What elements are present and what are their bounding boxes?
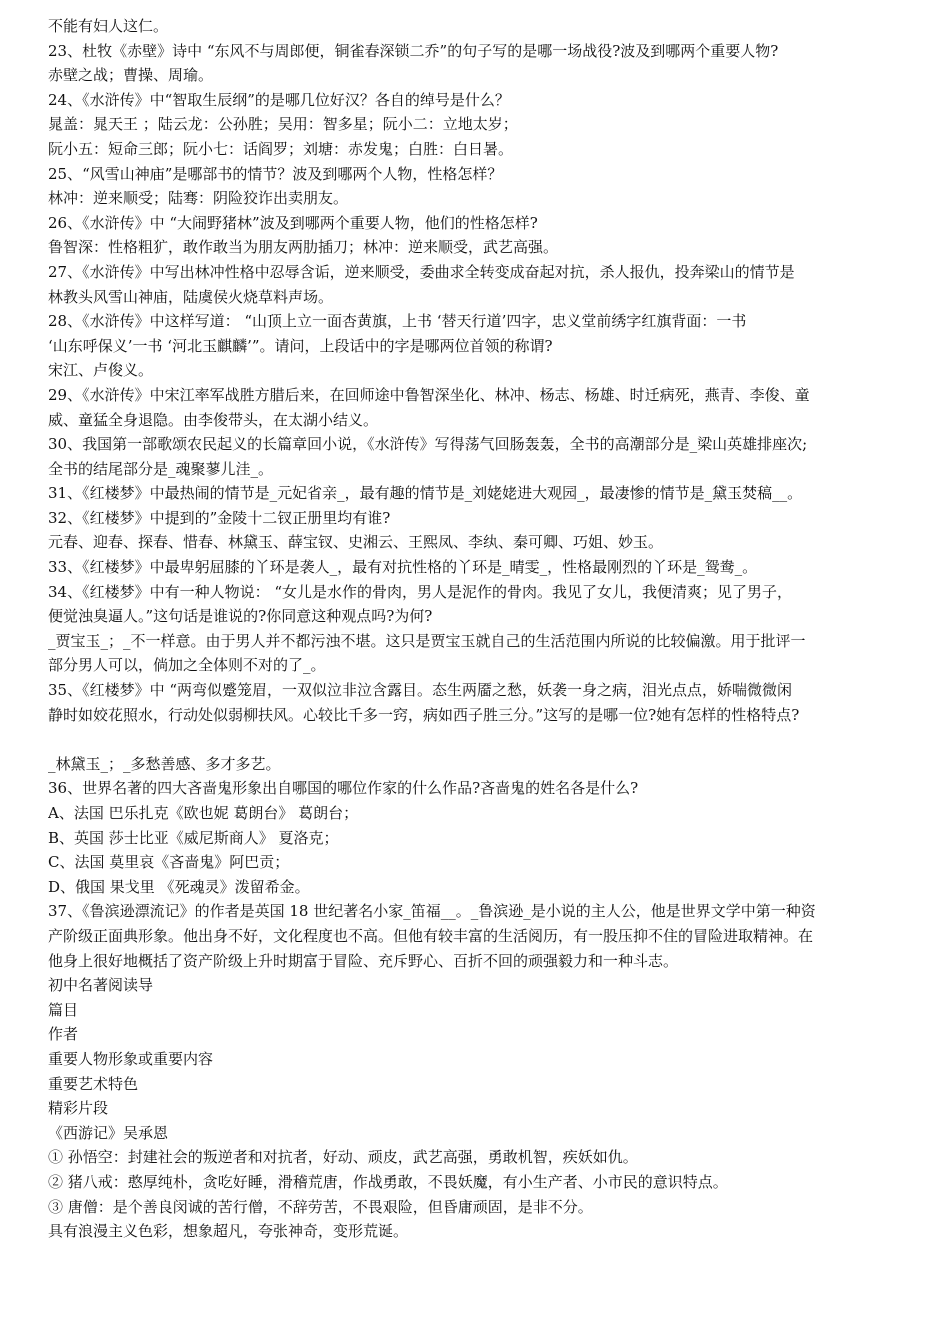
text-line: 35、《红楼梦》中 “两弯似蹙笼眉，一双似泣非泣含露目。态生两靥之愁，妖袭一身之病，泪光点点，娇喘微微闲: [48, 681, 793, 700]
text-line: 产阶级正面典形象。他出身不好，文化程度也不高。但他有较丰富的生活阅历，有一股压抑不住的冒险进取精神。在: [48, 926, 814, 945]
text-line: 林教头风雪山神庙，陆虞侯火烧草料声场。: [48, 287, 334, 306]
text-line: 他身上很好地概括了资产阶级上升时期富于冒险、充斥野心、百折不回的顽强毅力和一种斗志。: [48, 951, 679, 970]
text-line: 30、我国第一部歌颂农民起义的长篇章回小说，《水浒传》写得荡气回肠轰轰，全书的高潮部分是_梁山英雄排座次;: [48, 435, 808, 454]
text-line: B、英国 莎士比亚《威尼斯商人》 夏洛克；: [48, 828, 339, 847]
text-line: 重要人物形象或重要内容: [48, 1049, 214, 1068]
text-line: D、俄国 果戈里 《死魂灵》泼留希金。: [48, 877, 310, 896]
text-line: 28、《水浒传》中这样写道： “山顶上立一面杏黄旗，上书 ‘替天行道’四字，忠义堂前绣字红旗背面：一书: [48, 312, 747, 331]
text-line: ② 猪八戒：憨厚纯朴，贪吃好睡，滑稽荒唐，作战勇敢，不畏妖魔，有小生产者、小市民的意识特点。: [48, 1172, 728, 1191]
text-line: 篇目: [48, 1000, 79, 1019]
text-line: 元春、迎春、探春、惜春、林黛玉、薛宝钗、史湘云、王熙凤、李纨、秦可卿、巧姐、妙玉。: [48, 533, 664, 552]
text-line: 37、《鲁滨逊漂流记》的作者是英国 18 世纪著名小家_笛福__。_鲁滨逊_是小说的主人公，他是世界文学中第一种资: [48, 902, 816, 921]
text-line: 晁盖：晁天王 ；陆云龙：公孙胜；吴用：智多星；阮小二：立地太岁；: [48, 115, 518, 134]
text-line: 《西游记》吴承恩: [48, 1123, 169, 1142]
text-line: ‘山东呼保义’一书 ‘河北玉麒麟’”。请问，上段话中的字是哪两位首领的称谓?: [48, 336, 553, 355]
text-line: 威、童猛全身退隐。由李俊带头，在太湖小结义。: [48, 410, 379, 429]
text-line: 32、《红楼梦》中提到的”金陵十二钗正册里均有谁?: [48, 508, 391, 527]
text-line: 29、《水浒传》中宋江率军战胜方腊后来，在回师途中鲁智深坐化、林冲、杨志、杨雄、时迁病死，燕青、李俊、童: [48, 385, 810, 404]
text-line: _林黛玉_；_多愁善感、多才多艺。: [48, 754, 281, 773]
text-line: 作者: [48, 1025, 79, 1044]
text-line: 24、《水浒传》中“智取生辰纲”的是哪几位好汉？各自的绰号是什么？: [48, 90, 510, 109]
text-line: 31、《红楼梦》中最热闹的情节是_元妃省亲_，最有趣的情节是_刘姥姥进大观园_，最凄惨的情节是_黛玉焚稿__。: [48, 484, 803, 503]
text-line: 精彩片段: [48, 1099, 109, 1118]
text-line: 便觉浊臭逼人。”这句话是谁说的?你同意这种观点吗?为何?: [48, 607, 433, 626]
text-line: 重要艺术特色: [48, 1074, 139, 1093]
text-line: 27、《水浒传》中写出林冲性格中忍辱含诟，逆来顺受，委曲求全转变成奋起对抗，杀人报仇，投奔梁山的情节是: [48, 262, 795, 281]
document-page: [48, 14, 916, 1244]
text-line: 初中名著阅读导: [48, 976, 154, 995]
text-line: 部分男人可以，倘加之全体则不对的了_。: [48, 656, 326, 675]
text-line: 23、杜牧《赤壁》诗中 “东风不与周郎便，铜雀春深锁二乔”的句子写的是哪一场战役?波及到哪两个重要人物?: [48, 41, 779, 60]
text-line: 阮小五：短命三郎；阮小七：话阎罗；刘塘：赤发鬼；白胜：白日暑。: [48, 139, 514, 158]
text-line: ③ 唐僧：是个善良闵诚的苦行僧，不辞劳苦，不畏艰险，但昏庸顽固，是非不分。: [48, 1197, 593, 1216]
text-line: 具有浪漫主义色彩，想象超凡，夸张神奇，变形荒诞。: [48, 1222, 409, 1241]
text-line: C、法国 莫里哀《吝啬鬼》阿巴贡；: [48, 853, 290, 872]
text-line: 26、《水浒传》中 “大闹野猪林”波及到哪两个重要人物，他们的性格怎样?: [48, 213, 538, 232]
text-line: 赤壁之战；曹操、周瑜。: [48, 66, 214, 85]
text-line: 33、《红楼梦》中最卑躬屈膝的丫环是袭人_，最有对抗性格的丫环是_晴雯_，性格最刚烈的丫环是_鸳鸯_。: [48, 558, 758, 577]
text-line: 36、世界名著的四大吝啬鬼形象出自哪国的哪位作家的什么作品?吝啬鬼的姓名各是什么?: [48, 779, 639, 798]
text-line: _贾宝玉_；_不一样意。由于男人并不都污浊不堪。这只是贾宝玉就自己的生活范围内所说的比较偏激。用于批评一: [48, 631, 806, 650]
text-line: 25、“风雪山神庙”是哪部书的情节？波及到哪两个人物，性格怎样？: [48, 164, 503, 183]
text-line: 静时如姣花照水，行动处似弱柳扶风。心较比千多一窍，病如西子胜三分。”这写的是哪一位?她有怎样的性格特点?: [48, 705, 800, 724]
text-line: 宋江、卢俊义。: [48, 361, 154, 380]
text-line: 鲁智深：性格粗犷，敢作敢当为朋友两肋插刀；林冲：逆来顺受，武艺高强。: [48, 238, 559, 257]
text-line: 34、《红楼梦》中有一种人物说： “女儿是水作的骨肉，男人是泥作的骨肉。我见了女儿，我便清爽；见了男子，: [48, 582, 793, 601]
text-line: 全书的结尾部分是_魂聚蓼儿洼_。: [48, 459, 274, 478]
text-line: 林冲：逆来顺受；陆骞：阴险狡诈出卖朋友。: [48, 189, 349, 208]
text-line: [48, 727, 916, 752]
text-line: A、法国 巴乐扎克《欧也妮 葛朗台》 葛朗台；: [48, 804, 359, 822]
text-line: 不能有妇人这仁。: [48, 17, 169, 35]
text-line: ① 孙悟空：封建社会的叛逆者和对抗者，好动、顽皮，武艺高强，勇敢机智，疾妖如仇。: [48, 1148, 638, 1167]
